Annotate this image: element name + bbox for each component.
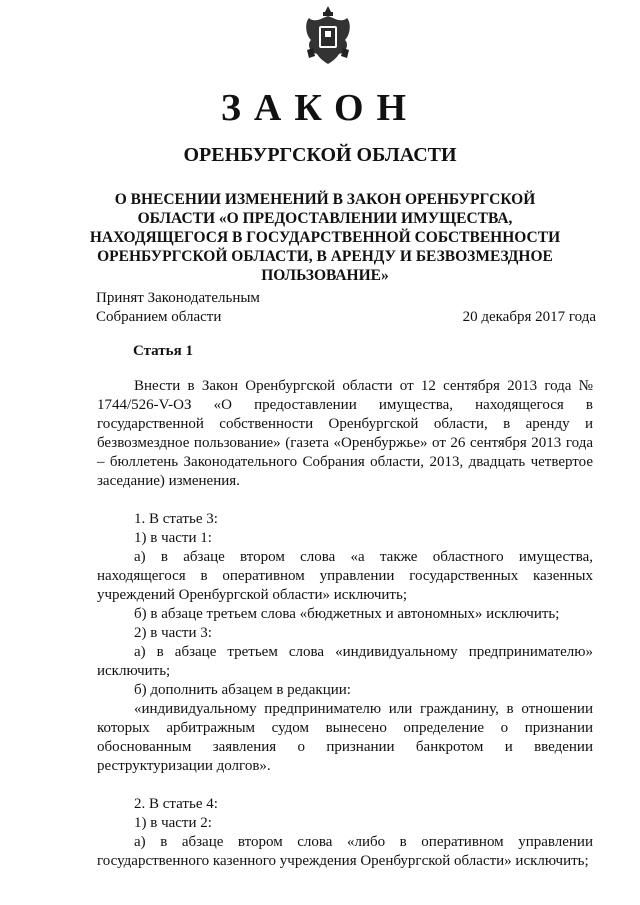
- article-body: [97, 377, 593, 871]
- list-item: а) в абзаце втором слова «а также областного имущества, находящегося в оперативном управлении государственных казенных учреждений Оренбургской области» исключить;: [97, 549, 593, 603]
- adoption-block: [96, 289, 596, 327]
- list-item: 1. В статье 3:: [134, 511, 218, 527]
- list-item: а) в абзаце третьем слова «индивидуальному предпринимателю» исключить;: [97, 644, 593, 679]
- adopted-line-1: Принят Законодательным: [96, 290, 260, 306]
- list-item: 2. В статье 4:: [134, 796, 218, 812]
- law-title: ЗАКОН: [220, 87, 420, 129]
- list-item: 1) в части 1:: [134, 530, 212, 546]
- list-item: б) в абзаце третьем слова «бюджетных и автономных» исключить;: [134, 606, 560, 622]
- adopted-line-2: Собранием области: [96, 309, 222, 325]
- list-item: а) в абзаце втором слова «либо в оперативном управлении государственного казенного учреждения Оренбургской области» исключить;: [97, 834, 593, 869]
- region-title: ОРЕНБУРГСКОЙ ОБЛАСТИ: [183, 144, 457, 166]
- adoption-date: 20 декабря 2017 года: [462, 309, 596, 325]
- list-item: б) дополнить абзацем в редакции:: [134, 682, 351, 698]
- list-item: «индивидуальному предпринимателю или гражданину, в отношении которых арбитражным судом вынесено определение о признании обоснованным заявления о признании банкротом и введении реструктуризации долгов».: [97, 701, 593, 774]
- list-item: 2) в части 3:: [134, 625, 212, 641]
- article-heading: Статья 1: [133, 343, 193, 359]
- intro-paragraph: Внести в Закон Оренбургской области от 12 сентября 2013 года № 1744/526-V-ОЗ «О предоставлении имущества, находящегося в государственной собственности Оренбургской области, в аренду и безвозмездное пользование» (газета «Оренбуржье» от 26 сентября 2013 года – бюллетень Законодательного Собрания области, 2013, двадцать четвертое заседание) изменения.: [97, 378, 593, 489]
- coat-of-arms-emblem: [303, 4, 353, 66]
- law-subject: О ВНЕСЕНИИ ИЗМЕНЕНИЙ В ЗАКОН ОРЕНБУРГСКОЙ ОБЛАСТИ «О ПРЕДОСТАВЛЕНИИ ИМУЩЕСТВА, НАХОДЯЩЕГОСЯ В ГОСУДАРСТВЕННОЙ СОБСТВЕННОСТИ ОРЕНБУРГСКОЙ ОБЛАСТИ, В АРЕНДУ И БЕЗВОЗМЕЗДНОЕ ПОЛЬЗОВАНИЕ»: [89, 191, 561, 284]
- list-item: 1) в части 2:: [134, 815, 212, 831]
